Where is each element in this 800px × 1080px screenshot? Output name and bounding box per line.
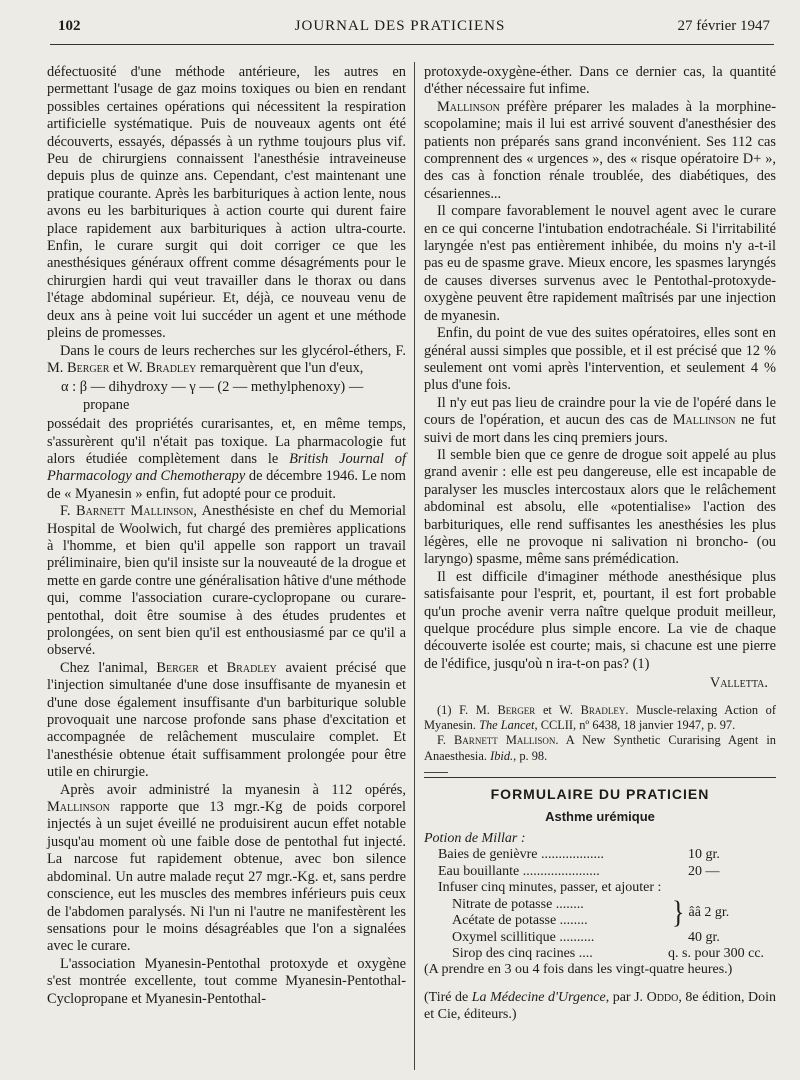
paragraph: protoxyde-oxygène-éther. Dans ce dernier cas, la quantité d'éther nécessaire fut infime. (424, 64, 776, 98)
brace-glyph: } (672, 895, 685, 930)
recipe-heading: Potion de Millar : (424, 831, 526, 847)
paragraph: Enfin, du point de vue des suites opératoires, elles sont en général aussi simples que possible, et il est précisé que 12 % seulement ont vomi après l'intervention, et seulement 4 % plus d'une fois. (424, 325, 776, 394)
recipe-item: Oxymel scillitique .......... 40 gr. (452, 929, 720, 945)
header-rule (50, 44, 774, 45)
formulaire-title: FORMULAIRE DU PRATICIEN (490, 786, 710, 803)
issue-date: 27 février 1947 (677, 18, 770, 34)
paragraph: Il est difficile d'imaginer méthode anesthésique plus satisfaisante pour l'esprit, et, pourtant, il est fort probable qu'un proche avenir verra naître quelque produit meilleur, quelque procédure plus simple encore. La vie de chaque découverte isolée est courte; mais, si chacune est une pierre de l'édifice, jusqu'où n ira-t-on pas? (1) (424, 568, 776, 672)
recipe-dosage: (A prendre en 3 ou 4 fois dans les vingt-quatre heures.) (424, 962, 733, 978)
chemical-formula: α : β — dihydroxy — γ — (2 — methylphenoxy) — propane (61, 379, 364, 413)
recipe (424, 831, 776, 1023)
paragraph: Il semble bien que ce genre de drogue soit appelé au plus grand avenir : elle est peu dangereuse, elle est incapable de paralyser les muscles intercostaux alors que le relâchement abdominal est absolu, elle «potentialise» l'action des barbituriques, elle rend suffisantes les anesthésies les plus légères, elle ne provoque ni salivation ni broncho- (ou laryngo) spasme, même sans prémédication. (424, 446, 776, 568)
recipe-item: Baies de genièvre .................. 10 gr. (438, 847, 720, 863)
right-column (424, 64, 776, 1023)
recipe-instruction: Infuser cinq minutes, passer, et ajouter : (438, 880, 662, 896)
journal-title: JOURNAL DES PRATICIENS (294, 18, 506, 34)
paragraph: L'association Myanesin-Pentothal protoxyde et oxygène s'est montrée excellente, tout comme Myanesin-Pentothal-Cyclopropane et Myanesin-Pentothal- (47, 955, 406, 1007)
paragraph: possédait des propriétés curarisantes, et, en même temps, s'assurèrent qu'il n'était pas toxique. La pharmacologie fut alors étudiée complètement dans le British Journal of Pharmacology and Chemotherapy de décembre 1946. Le nom de « Myanesin » enfin, fut adopté pour ce produit. (47, 416, 406, 502)
footnote: F. Barnett Mallison. A New Synthetic Curarising Agent in Anaesthesia. Ibid., p. 98. (424, 733, 776, 763)
paragraph: F. Barnett Mallinson, Anesthésiste en chef du Memorial Hospital de Woolwich, fut chargé des premières applications à l'homme, et bien qu'il appelle son rapport un travail préliminaire, bien qu'il insiste sur la nouveauté de la drogue et mette en garde contre une généralisation hâtive d'une méthode qui, comme l'association curare-cyclopropane ou curare-pentothal, doit être soumise à des études prudentes et prolongées, on sent bien qu'il est enthousiasmé par ce qu'il a observé. (47, 503, 407, 659)
footnote: (1) F. M. Berger et W. Bradley. Muscle-relaxing Action of Myanesin. The Lancet, CCLII, nº 6438, 18 janvier 1947, p. 97. (424, 702, 776, 733)
recipe-item: Acétate de potasse ........ (452, 913, 588, 929)
left-column (47, 64, 406, 1008)
recipe-item-group (424, 897, 776, 930)
paragraph: Mallinson préfère préparer les malades à la morphine-scopolamine; mais il lui est arrivé souvent d'anesthésier des patients non préparés sans grand inconvénient. Ses 112 cas comprennent des « urgences », des « risque opératoire D+ », des cas à fonction rénale troublée, des diabétiques, des césariennes... (424, 98, 776, 202)
recipe-item: Sirop des cinq racines .... q. s. pour 300 cc. (452, 945, 765, 961)
paragraph: Dans le cours de leurs recherches sur les glycérol-éthers, F. M. Berger et W. Bradley remarquèrent que l'un d'eux, (47, 342, 406, 376)
paragraph: défectuosité d'une méthode antérieure, les autres en permettant l'usage de gaz moins toxiques ou bien en rendant possibles certaines opérations qui nécessitent la respiration artificielle systématique. Puis de nouveaux agents ont été découverts, essayés, dépassés à un rythme toujours plus vif. Peu de chirurgiens connaissent l'anesthésie intraveineuse depuis plus de quinze ans. Cependant, c'est maintenant une pratique courante. Après les barbituriques à action lente, nous avons eu les barbituriques à action courte qui durent faire place rapidement aux barbituriques à action ultra-courte. Enfin, le curare surgit qui doit corriger ce que les anesthésiques généraux offrent comme désagréments pour le chirurgien hardi qui veut travailler dans le thorax ou dans l'étage abdominal supérieur. Et, déjà, ce nouveau venu de deux ans à peine voit lui succéder un agent et une méthode pleins de promesses. (47, 64, 406, 342)
page-number: 102 (58, 18, 81, 34)
column-divider (414, 62, 415, 1070)
recipe-item: Eau bouillante ...................... 20 — (438, 863, 720, 879)
formulaire-subtitle: Asthme urémique (545, 808, 655, 824)
recipe-item: Nitrate de potasse ........ (452, 896, 584, 912)
page-header (0, 18, 800, 40)
formulaire-rule (424, 777, 776, 778)
paragraph: Il compare favorablement le nouvel agent avec le curare en ce qui concerne l'intubation endotrachéale. Si l'irritabilité laryngée n'est pas entièrement inhibée, du moins n'y a-t-il pas eu de spasme grave. Mieux encore, les spasmes laryngés de causes diverses survenus avec le Pentothal-protoxyde-oxygène peuvent être rapidement maîtrisés par une injection de myanesin. (424, 203, 776, 324)
paragraph: Chez l'animal, Berger et Bradley avaient précisé que l'injection simultanée d'une dose insuffisante de myanesin et d'une dose également insuffisante d'un barbiturique soluble provoquait une narcose profonde sans phase d'excitation et accompagnée de relâchement musculaire complet. Et l'anesthésie obtenue était suffisamment prolongée pour être utile en chirurgie. (47, 659, 406, 781)
recipe-source: (Tiré de La Médecine d'Urgence, par J. Oddo, 8e édition, Doin et Cie, éditeurs.) (424, 989, 777, 1022)
recipe-quantity: ââ 2 gr. (688, 904, 730, 920)
author-signature: Valletta. (709, 675, 768, 692)
footnote-separator (424, 772, 448, 773)
paragraph: Après avoir administré la myanesin à 112 opérés, Mallinson rapporte que 13 mgr.-Kg de poids corporel injectés à un sujet éveillé ne produisirent aucun effet notable jusqu'au moment où une faible dose de pentothal fut injecté. La narcose fut rapidement obtenue, avec bon silence abdominal. Un autre malade reçut 27 mgr.-Kg. et, sans perdre conscience, eut les muscles des membres inférieurs puis ceux de l'abdomen paralysés. Ni l'un ni l'autre ne manifestèrent les sensations pour le moins désagréables que l'on a signalées avec le curare. (47, 781, 406, 955)
paragraph: Il n'y eut pas lieu de craindre pour la vie de l'opéré dans le cours de l'opération, et aucun des cas de Mallinson ne fut suivi de mort dans les cinq premiers jours. (424, 394, 776, 446)
